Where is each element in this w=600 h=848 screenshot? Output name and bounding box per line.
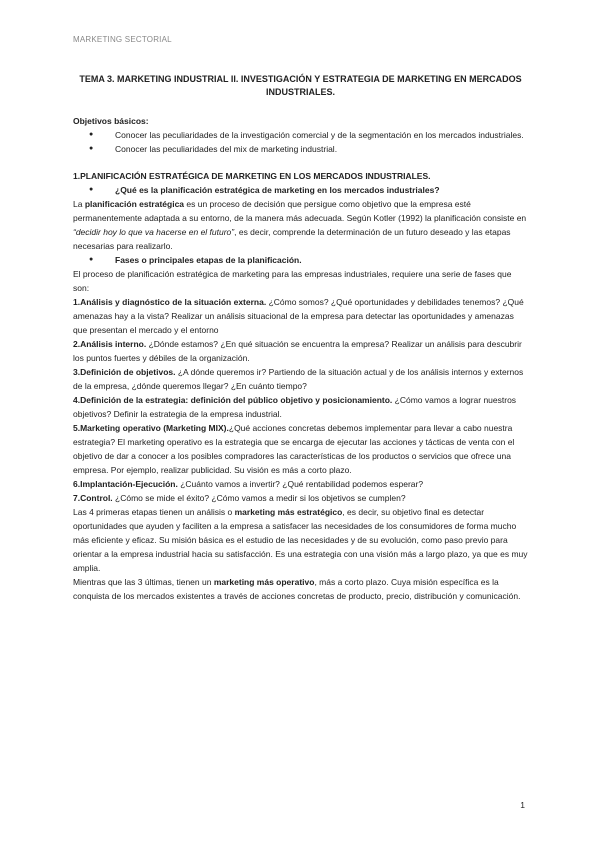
strategic-paragraph (73, 505, 528, 575)
phase-item (73, 477, 528, 491)
phase-text: ¿A dónde queremos ir? Partiendo de la situación actual y de los análisis internos y externos de la empresa, ¿dónde queremos llegar? ¿En cuánto tiempo? (73, 367, 524, 391)
page-number: 1 (520, 800, 525, 810)
text-run: Mientras que las 3 últimas, tienen un (73, 577, 214, 587)
text-run: Las 4 primeras etapas tienen un análisis o (73, 507, 235, 517)
text-run: , es decir, comprende la determinación de un futuro deseado y las etapas necesarias para realizarlo. (73, 227, 511, 251)
intro-paragraph: El proceso de planificación estratégica de marketing para las empresas industriales, requiere una serie de fases que son: (73, 269, 512, 293)
operative-paragraph (73, 575, 528, 603)
question-bullet: ● Fases o principales etapas de la planificación. (73, 253, 528, 267)
phase-item (73, 295, 528, 337)
phase-label: 1.Análisis y diagnóstico de la situación externa. (73, 297, 267, 307)
question-bullet: ● ¿Qué es la planificación estratégica de marketing en los mercados industriales? (73, 183, 528, 197)
phase-text: ¿Cuánto vamos a invertir? ¿Qué rentabilidad podemos esperar? (177, 479, 424, 489)
objective-item: ● Conocer las peculiaridades del mix de marketing industrial. (73, 142, 528, 156)
bold-term: planificación estratégica (84, 199, 185, 209)
phase-label: 3.Definición de objetivos. (73, 367, 176, 377)
phase-item (73, 393, 528, 421)
phase-label: 2.Análisis interno. (73, 339, 147, 349)
objectives-list (73, 128, 528, 156)
phase-text: ¿Cómo se mide el éxito? ¿Cómo vamos a medir si los objetivos se cumplen? (112, 493, 406, 503)
bold-term: marketing más estratégico (234, 507, 343, 517)
objectives-heading: Objetivos básicos: (73, 116, 149, 126)
phase-text: ¿Qué acciones concretas debemos implementar para llevar a cabo nuestra estrategia? El marketing operativo es la estrategia que se encarga de ejecutar las acciones y tácticas de venta con el objetivo de dar a conocer a los posibles compradores las características de los productos o servicios que ofrece una empresa. Por ejemplo, realizar publicidad. Su visión es más a corto plazo. (73, 423, 515, 475)
text-run: , es decir, su objetivo final es detectar oportunidades que ayuden y faciliten a la empresa a satisfacer las necesidades de los consumidores de forma mucho más eficiente y eficaz. Su misión básica es el estudio de las necesidades y de su evolución, como paso previo para orientar a la empresa industrial hacia su satisfacción. Es una estrategia con una visión más a largo plazo, ya que es muy amplia. (73, 507, 528, 573)
phase-item (73, 337, 528, 365)
phase-text: ¿Cómo somos? ¿Qué oportunidades y debilidades tenemos? ¿Qué amenazas hay a la vista? Realizar un análisis situacional de la empresa para detectar las oportunidades y amenazas que presentan el mercado y el entorno (73, 297, 524, 335)
bold-term: marketing más operativo (213, 577, 315, 587)
running-header: MARKETING SECTORIAL (73, 35, 172, 44)
phase-text: ¿Cómo vamos a lograr nuestros objetivos? Definir la estrategia de la empresa industrial. (73, 395, 517, 419)
phase-label: 7.Control. (73, 493, 113, 503)
text-run: La (73, 199, 85, 209)
phase-label: 6.Implantación-Ejecución. (73, 479, 178, 489)
quote: “decidir hoy lo que va hacerse en el futuro” (73, 227, 235, 237)
phase-text: ¿Dónde estamos? ¿En qué situación se encuentra la empresa? Realizar un análisis para descubrir los puntos fuertes y débiles de la organización. (73, 339, 522, 363)
text-run: , más a corto plazo. Cuya misión específica es la conquista de los mercados existentes a través de acciones concretas de producto, precio, distribución y comunicación. (73, 577, 521, 601)
page-content (73, 73, 528, 603)
text-run: es un proceso de decisión que persigue como objetivo que la empresa esté permanentemente adaptada a su entorno, de la manera más adecuada. Según Kotler (1992) la planificación consiste en (73, 199, 527, 223)
definition-paragraph (73, 197, 528, 253)
phase-label: 4.Definición de la estrategia: definición del público objetivo y posicionamiento. (73, 395, 393, 405)
section-heading: 1.PLANIFICACIÓN ESTRATÉGICA DE MARKETING EN LOS MERCADOS INDUSTRIALES. (73, 171, 431, 181)
phase-item (73, 365, 528, 393)
page-title: TEMA 3. MARKETING INDUSTRIAL II. INVESTIGACIÓN Y ESTRATEGIA DE MARKETING EN MERCADOS INDUSTRIALES. (79, 74, 522, 97)
phase-item (73, 491, 528, 505)
phase-item (73, 421, 528, 477)
objective-item: ● Conocer las peculiaridades de la investigación comercial y de la segmentación en los mercados industriales. (73, 128, 528, 142)
phase-label: 5.Marketing operativo (Marketing MIX). (73, 423, 229, 433)
